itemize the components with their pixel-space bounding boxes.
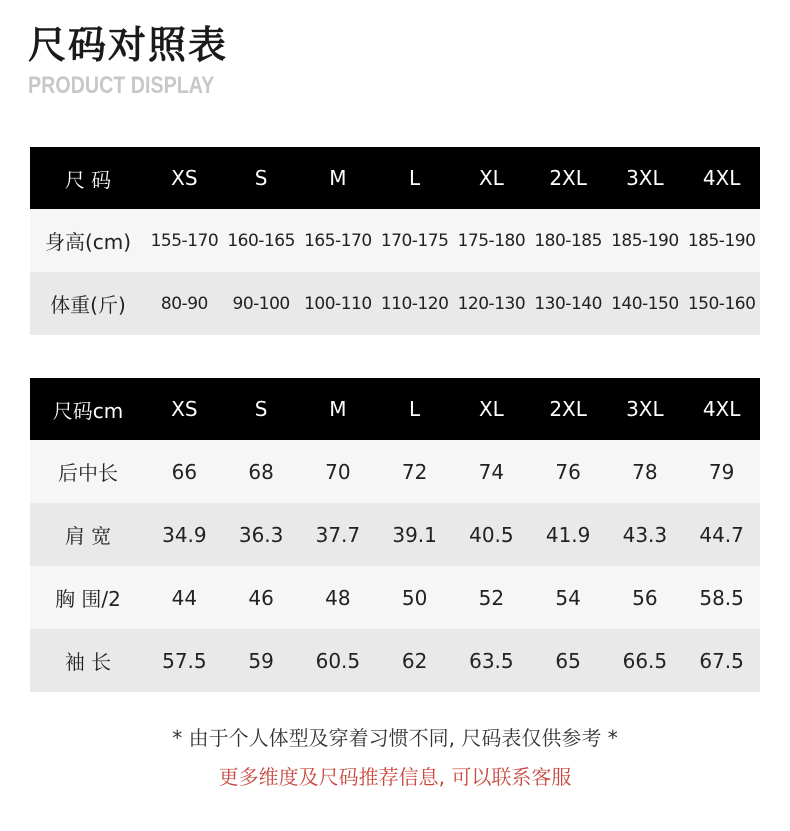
table-cell: 66.5 bbox=[622, 648, 668, 673]
table-cell: 100-110 bbox=[304, 293, 372, 314]
table-cell: 59 bbox=[248, 648, 274, 673]
table-cell: 155-170 bbox=[150, 230, 219, 251]
table-cell: 57.5 bbox=[162, 648, 207, 673]
header-cell-4xl: 4XL bbox=[702, 397, 741, 421]
disclaimer-note: * 由于个人体型及穿着习惯不同, 尺码表仅供参考 * bbox=[172, 726, 618, 750]
measurement-table bbox=[30, 378, 760, 692]
table-cell: 170-175 bbox=[380, 230, 449, 251]
table-cell: 37.7 bbox=[315, 522, 361, 547]
table-cell: 185-190 bbox=[687, 230, 756, 251]
row-label-height: 身高(cm) bbox=[44, 230, 132, 254]
row-label-weight: 体重(斤) bbox=[50, 293, 126, 317]
table-cell: 72 bbox=[401, 459, 428, 484]
table-cell: 65 bbox=[555, 648, 581, 673]
header-cell-xl: XL bbox=[478, 397, 504, 421]
table-row-chest bbox=[30, 566, 760, 629]
table-cell: 68 bbox=[248, 459, 274, 484]
table-row-shoulder bbox=[30, 503, 760, 566]
table-cell: 41.9 bbox=[545, 522, 591, 547]
table-cell: 39.1 bbox=[392, 522, 437, 547]
table-cell: 70 bbox=[325, 459, 351, 484]
table-cell: 63.5 bbox=[469, 648, 514, 673]
table-cell: 74 bbox=[478, 459, 505, 484]
table-cell: 44 bbox=[171, 585, 198, 610]
header-cell-4xl: 4XL bbox=[702, 166, 741, 190]
header-cell-xs: XS bbox=[171, 397, 198, 421]
contact-service-link[interactable]: 更多维度及尺码推荐信息, 可以联系客服 bbox=[218, 765, 572, 789]
row-label-shoulder: 肩 宽 bbox=[64, 524, 112, 548]
table-cell: 67.5 bbox=[699, 648, 744, 673]
table-cell: 185-190 bbox=[611, 230, 679, 251]
row-label-chest: 胸 围/2 bbox=[55, 587, 121, 611]
table-cell: 180-185 bbox=[534, 230, 602, 251]
header-cell-l: L bbox=[409, 397, 421, 421]
table-cell: 76 bbox=[555, 459, 581, 484]
header-cell-s: S bbox=[254, 166, 268, 190]
table-cell: 60.5 bbox=[315, 648, 361, 673]
table-cell: 48 bbox=[325, 585, 351, 610]
table-cell: 78 bbox=[632, 459, 658, 484]
table-cell: 66 bbox=[171, 459, 198, 484]
header-cell-2xl: 2XL bbox=[549, 397, 587, 421]
table-cell: 150-160 bbox=[687, 293, 756, 314]
header-cell-2xl: 2XL bbox=[549, 166, 587, 190]
table-header-row bbox=[30, 147, 760, 209]
header-cell-3xl: 3XL bbox=[626, 166, 664, 190]
header-cell-size-label: 尺 码 bbox=[64, 167, 112, 192]
row-label-sleeve: 袖 长 bbox=[64, 650, 112, 674]
table-row-back-length bbox=[30, 440, 760, 503]
header-cell-l: L bbox=[409, 166, 421, 190]
table-cell: 40.5 bbox=[469, 522, 514, 547]
header-cell-m: M bbox=[329, 397, 347, 421]
table-cell: 52 bbox=[478, 585, 505, 610]
row-label-back-length: 后中长 bbox=[58, 461, 118, 485]
table-cell: 44.7 bbox=[699, 522, 744, 547]
table-cell: 54 bbox=[555, 585, 581, 610]
table-cell: 56 bbox=[632, 585, 658, 610]
table-cell: 120-130 bbox=[457, 293, 526, 314]
table-cell: 165-170 bbox=[304, 230, 372, 251]
table-cell: 34.9 bbox=[162, 522, 207, 547]
table-cell: 50 bbox=[401, 585, 428, 610]
table-row-sleeve bbox=[30, 629, 760, 692]
table-cell: 140-150 bbox=[611, 293, 679, 314]
table-cell: 58.5 bbox=[699, 585, 744, 610]
header-cell-xs: XS bbox=[171, 166, 198, 190]
table-cell: 80-90 bbox=[160, 293, 208, 314]
table-row-weight bbox=[30, 272, 760, 335]
header-cell-m: M bbox=[329, 166, 347, 190]
table-cell: 175-180 bbox=[457, 230, 526, 251]
table-header-row bbox=[30, 378, 760, 440]
height-weight-table bbox=[30, 147, 760, 335]
table-cell: 43.3 bbox=[622, 522, 668, 547]
table-cell: 90-100 bbox=[232, 293, 290, 314]
page-subtitle: PRODUCT DISPLAY bbox=[28, 72, 215, 99]
table-cell: 46 bbox=[248, 585, 274, 610]
table-row-height bbox=[30, 209, 760, 272]
header-cell-3xl: 3XL bbox=[626, 397, 664, 421]
table-cell: 160-165 bbox=[227, 230, 295, 251]
table-cell: 79 bbox=[708, 459, 735, 484]
table-cell: 62 bbox=[401, 648, 428, 673]
header-cell-xl: XL bbox=[478, 166, 504, 190]
table-cell: 110-120 bbox=[380, 293, 449, 314]
header-cell-s: S bbox=[254, 397, 268, 421]
header-cell-size-cm: 尺码cm bbox=[52, 398, 124, 423]
table-cell: 130-140 bbox=[534, 293, 602, 314]
page-title: 尺码对照表 bbox=[28, 23, 229, 67]
table-cell: 36.3 bbox=[238, 522, 284, 547]
